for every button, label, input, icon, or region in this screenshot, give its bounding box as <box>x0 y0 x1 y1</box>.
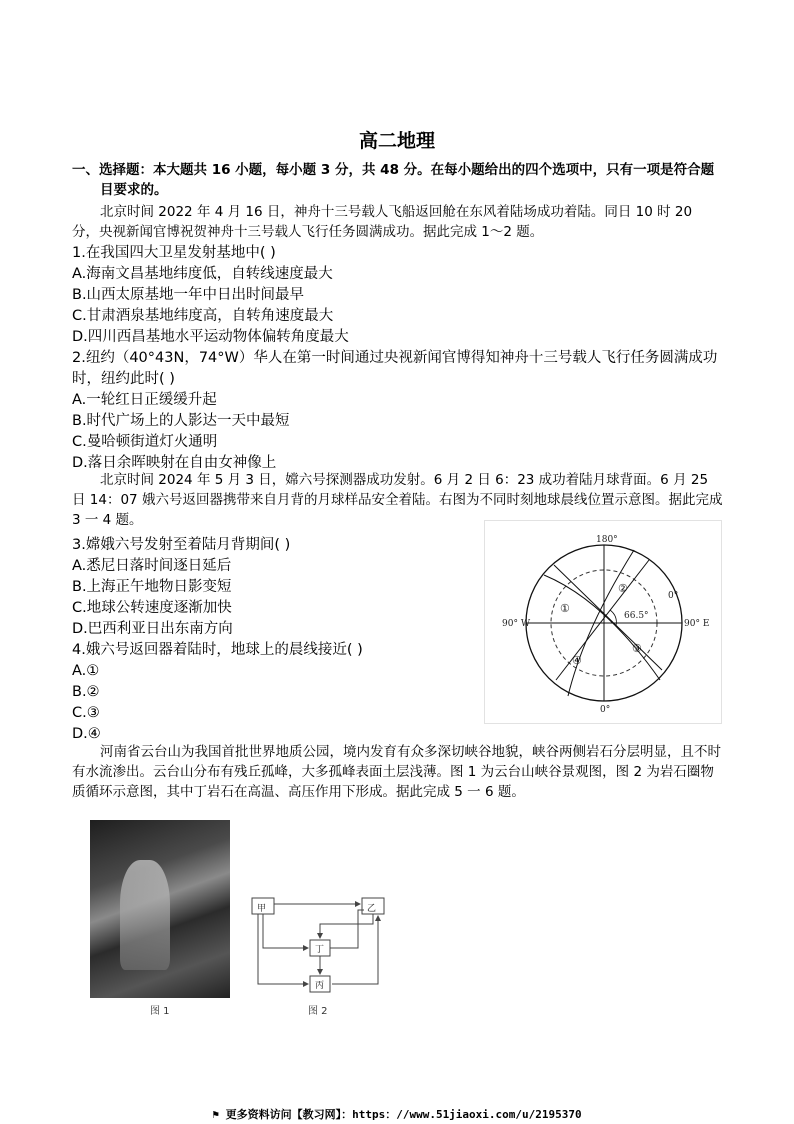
footer-text: 更多资料访问【教习网】：https：//www.51jiaoxi.com/u/2195370 <box>225 1108 582 1121</box>
question-4-option-d: D.④ <box>72 726 101 742</box>
passage-2: 北京时间 2024 年 5 月 3 日，嫦六号探测器成功发射。6 月 2 日 6：23 成功着陆月球背面。6 月 25 日 14：07 娥六号返回器携带来自月背的月球样品安全着陆。右图为不同时刻地球晨线位置示意图。据此完成 3 一 4 题。 <box>72 472 723 528</box>
globe-label-angle: 66.5° <box>624 611 649 621</box>
question-1-option-b: B.山西太原基地一年中日出时间最早 <box>72 287 305 303</box>
globe-label-right: 90° E <box>684 619 710 629</box>
rock-cycle-diagram <box>246 890 396 1000</box>
section-line-2: 目要求的。 <box>100 182 168 198</box>
globe-mark-4: ④ <box>572 654 582 667</box>
box-bing: 丙 <box>315 981 325 991</box>
globe-mark-2: ② <box>618 582 628 595</box>
question-3-option-a: A.悉尼日落时间逐日延后 <box>72 558 232 574</box>
question-3-option-d: D.巴西利亚日出东南方向 <box>72 621 233 637</box>
box-jia: 甲 <box>257 904 267 914</box>
question-4-option-a: A.① <box>72 663 100 679</box>
footer-link[interactable] <box>0 1106 794 1122</box>
terminator-diagram <box>484 520 722 724</box>
globe-label-left: 90° W <box>502 619 531 629</box>
question-3-stem: 3.嫦娥六号发射至着陆月背期间( ) <box>72 537 291 553</box>
page-title: 高二地理 <box>358 130 435 152</box>
globe-label-upper-right: 0° <box>668 591 679 601</box>
question-2-stem: 2.纽约（40°43N，74°W）华人在第一时间通过央视新闻官博得知神舟十三号载人飞行任务圆满成功时，纽约此时( ) <box>72 350 718 387</box>
question-3-option-b: B.上海正午地物日影变短 <box>72 579 232 595</box>
question-4-option-b: B.② <box>72 684 100 700</box>
question-2-option-d: D.落日余晖映射在自由女神像上 <box>72 455 277 471</box>
figure-1-caption: 图 1 <box>150 1006 170 1017</box>
question-1-stem: 1.在我国四大卫星发射基地中( ) <box>72 245 276 261</box>
passage-1: 北京时间 2022 年 4 月 16 日，神舟十三号载人飞船返回舱在东风着陆场成功着陆。同日 10 时 20 分，央视新闻官博祝贺神舟十三号载人飞行任务圆满成功。据此完成 1～2 题。 <box>72 204 693 240</box>
box-yi: 乙 <box>367 904 377 914</box>
question-2-option-c: C.曼哈顿街道灯火通明 <box>72 434 218 450</box>
section-header <box>72 160 728 200</box>
question-1-option-d: D.四川西昌基地水平运动物体偏转角度最大 <box>72 329 349 345</box>
figure-2-caption: 图 2 <box>308 1006 328 1017</box>
question-1-option-a: A.海南文昌基地纬度低，自转线速度最大 <box>72 266 333 282</box>
passage-3: 河南省云台山为我国首批世界地质公园，境内发育有众多深切峡谷地貌，峡谷两侧岩石分层明显，且不时有水流渗出。云台山分布有残丘孤峰，大多孤峰表面土层浅薄。图 1 为云台山峡谷景观图，图 2 为岩石圈物质循环示意图，其中丁岩石在高温、高压作用下形成。据此完成 5 一 6 题。 <box>72 744 721 800</box>
question-1-option-c: C.甘肃酒泉基地纬度高，自转角速度最大 <box>72 308 334 324</box>
question-3-option-c: C.地球公转速度逐渐加快 <box>72 600 232 616</box>
globe-label-top: 180° <box>596 535 618 545</box>
canyon-photo <box>90 820 230 998</box>
globe-label-bottom: 0° <box>600 705 611 715</box>
question-2-option-a: A.一轮红日正缓缓升起 <box>72 392 217 408</box>
globe-mark-3: ③ <box>632 642 642 655</box>
question-2-option-b: B.时代广场上的人影达一天中最短 <box>72 413 290 429</box>
question-4-option-c: C.③ <box>72 705 100 721</box>
globe-mark-1: ① <box>560 602 570 615</box>
question-4-stem: 4.娥六号返回器着陆时，地球上的晨线接近( ) <box>72 642 363 658</box>
section-line-1: 一、选择题：本大题共 16 小题，每小题 3 分，共 48 分。在每小题给出的四个选项中，只有一项是符合题 <box>72 162 715 178</box>
flag-icon: ⚑ <box>212 1108 226 1121</box>
box-ding: 丁 <box>315 945 325 955</box>
